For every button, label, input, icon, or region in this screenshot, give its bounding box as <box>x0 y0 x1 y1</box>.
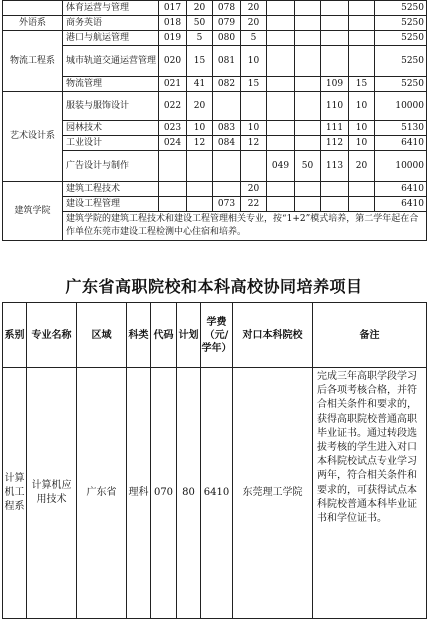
plan-cell: 50 <box>295 151 321 182</box>
code-cell: 079 <box>213 16 241 31</box>
plan-cell <box>295 136 321 151</box>
code-cell <box>321 16 349 31</box>
code-cell <box>321 46 349 77</box>
table-row <box>3 16 427 31</box>
plan-cell <box>187 182 213 197</box>
code-cell <box>267 77 295 92</box>
code-cell <box>321 1 349 16</box>
header-subject: 科类 <box>127 303 151 368</box>
plan-cell <box>295 182 321 197</box>
fee-cell: 5250 <box>375 46 427 77</box>
plan-cell: 20 <box>187 92 213 121</box>
code-cell <box>159 197 187 212</box>
plan-cell: 20 <box>241 182 267 197</box>
code-cell: 083 <box>213 121 241 136</box>
table-row <box>3 368 427 619</box>
major-cell: 物流管理 <box>63 77 159 92</box>
code-cell <box>267 16 295 31</box>
table-row <box>3 77 427 92</box>
partner-cell: 东莞理工学院 <box>233 368 313 619</box>
header-code: 代码 <box>151 303 177 368</box>
table-row <box>3 197 427 212</box>
code-cell: 070 <box>151 368 177 619</box>
major-cell: 园林技术 <box>63 121 159 136</box>
header-remark: 备注 <box>313 303 427 368</box>
plan-cell <box>349 46 375 77</box>
plan-cell <box>241 151 267 182</box>
plan-cell: 15 <box>241 77 267 92</box>
plan-cell <box>349 16 375 31</box>
code-cell <box>267 92 295 121</box>
dept-cell: 计算机工程系 <box>3 368 27 619</box>
header-major: 专业名称 <box>27 303 77 368</box>
plan-cell <box>295 121 321 136</box>
table-row <box>3 92 427 121</box>
plan-cell <box>349 31 375 46</box>
plan-cell <box>295 16 321 31</box>
plan-cell: 20 <box>187 1 213 16</box>
plan-cell <box>295 197 321 212</box>
plan-cell: 15 <box>349 77 375 92</box>
code-cell: 113 <box>321 151 349 182</box>
code-cell: 110 <box>321 92 349 121</box>
table-row <box>3 1 427 16</box>
plan-cell: 41 <box>187 77 213 92</box>
code-cell <box>159 151 187 182</box>
header-dept: 系别 <box>3 303 27 368</box>
plan-cell: 10 <box>241 46 267 77</box>
plan-cell: 10 <box>349 136 375 151</box>
code-cell <box>267 31 295 46</box>
code-cell: 082 <box>213 77 241 92</box>
region-cell: 广东省 <box>77 368 127 619</box>
header-plan: 计划 <box>177 303 201 368</box>
plan-cell <box>187 197 213 212</box>
section-title: 广东省高职院校和本科高校协同培养项目 <box>65 277 363 296</box>
code-cell: 022 <box>159 92 187 121</box>
code-cell: 024 <box>159 136 187 151</box>
plan-cell: 20 <box>349 151 375 182</box>
major-cell: 建筑工程技术 <box>63 182 159 197</box>
plan-cell: 80 <box>177 368 201 619</box>
dept-cell <box>3 1 63 16</box>
table-row <box>3 182 427 197</box>
plan-cell: 5 <box>187 31 213 46</box>
plan-cell: 20 <box>241 1 267 16</box>
table-row <box>3 121 427 136</box>
plan-cell: 22 <box>241 197 267 212</box>
code-cell <box>267 182 295 197</box>
plan-cell <box>349 1 375 16</box>
code-cell <box>267 197 295 212</box>
fee-cell: 6410 <box>201 368 233 619</box>
major-cell: 体育运营与管理 <box>63 1 159 16</box>
fee-cell: 10000 <box>375 92 427 121</box>
major-cell: 工业设计 <box>63 136 159 151</box>
collab-program-table <box>2 302 427 619</box>
subject-cell: 理科 <box>127 368 151 619</box>
enrollment-table <box>2 0 427 241</box>
plan-cell: 10 <box>349 121 375 136</box>
plan-cell: 10 <box>349 92 375 121</box>
dept-cell: 建筑学院 <box>3 182 63 241</box>
major-cell: 城市轨道交通运营管理 <box>63 46 159 77</box>
plan-cell: 15 <box>187 46 213 77</box>
code-cell: 019 <box>159 31 187 46</box>
plan-cell: 12 <box>187 136 213 151</box>
code-cell <box>267 136 295 151</box>
header-fee: 学费（元/学年） <box>201 303 233 368</box>
major-cell: 港口与航运管理 <box>63 31 159 46</box>
dept-cell: 外语系 <box>3 16 63 31</box>
code-cell: 084 <box>213 136 241 151</box>
fee-cell: 6410 <box>375 182 427 197</box>
plan-cell <box>349 197 375 212</box>
fee-cell: 5250 <box>375 1 427 16</box>
dept-cell: 物流工程系 <box>3 31 63 92</box>
plan-cell: 12 <box>241 136 267 151</box>
code-cell: 020 <box>159 46 187 77</box>
code-cell: 109 <box>321 77 349 92</box>
plan-cell <box>295 1 321 16</box>
plan-cell <box>295 77 321 92</box>
fee-cell: 5130 <box>375 121 427 136</box>
code-cell: 111 <box>321 121 349 136</box>
code-cell <box>321 31 349 46</box>
enrollment-table-body <box>3 1 427 241</box>
code-cell: 080 <box>213 31 241 46</box>
major-cell: 建设工程管理 <box>63 197 159 212</box>
fee-cell: 5250 <box>375 31 427 46</box>
code-cell: 073 <box>213 197 241 212</box>
major-cell: 商务英语 <box>63 16 159 31</box>
plan-cell: 5 <box>241 31 267 46</box>
header-row <box>3 303 427 368</box>
code-cell <box>267 46 295 77</box>
code-cell: 049 <box>267 151 295 182</box>
fee-cell: 10000 <box>375 151 427 182</box>
code-cell <box>213 151 241 182</box>
table-row <box>3 31 427 46</box>
plan-cell: 10 <box>187 121 213 136</box>
major-cell: 计算机应用技术 <box>27 368 77 619</box>
table-row <box>3 46 427 77</box>
fee-cell: 6410 <box>375 136 427 151</box>
code-cell <box>159 182 187 197</box>
table-row <box>3 212 427 241</box>
fee-cell: 5250 <box>375 16 427 31</box>
code-cell: 017 <box>159 1 187 16</box>
table-row <box>3 151 427 182</box>
plan-cell: 20 <box>241 16 267 31</box>
plan-cell <box>349 182 375 197</box>
code-cell <box>213 92 241 121</box>
code-cell: 112 <box>321 136 349 151</box>
code-cell <box>267 1 295 16</box>
code-cell <box>321 197 349 212</box>
remark-cell: 完成三年高职学段学习后各项考核合格，并符合相关条件和要求的，获得高职院校普通高职毕业证书。通过转段选拔考核的学生进入对口本科院校试点专业学习两年，符合相关条件和要求的，可获得试点本科院校普通本科毕业证书和学位证书。 <box>313 368 427 619</box>
code-cell <box>213 182 241 197</box>
code-cell <box>267 121 295 136</box>
code-cell: 018 <box>159 16 187 31</box>
fee-cell: 5250 <box>375 77 427 92</box>
note-cell: 建筑学院的建筑工程技术和建设工程管理相关专业，按“1+2”模式培养，第二学年起在合作单位东莞市建设工程检测中心住宿和培养。 <box>63 212 427 241</box>
plan-cell <box>295 31 321 46</box>
code-cell: 021 <box>159 77 187 92</box>
code-cell <box>321 182 349 197</box>
plan-cell <box>295 92 321 121</box>
header-region: 区域 <box>77 303 127 368</box>
plan-cell: 50 <box>187 16 213 31</box>
plan-cell: 10 <box>241 121 267 136</box>
code-cell: 081 <box>213 46 241 77</box>
plan-cell <box>187 151 213 182</box>
major-cell: 广告设计与制作 <box>63 151 159 182</box>
dept-cell: 艺术设计系 <box>3 92 63 182</box>
plan-cell <box>241 92 267 121</box>
header-partner: 对口本科院校 <box>233 303 313 368</box>
fee-cell: 6410 <box>375 197 427 212</box>
plan-cell <box>295 46 321 77</box>
code-cell: 078 <box>213 1 241 16</box>
major-cell: 服装与服饰设计 <box>63 92 159 121</box>
code-cell: 023 <box>159 121 187 136</box>
table-row <box>3 136 427 151</box>
